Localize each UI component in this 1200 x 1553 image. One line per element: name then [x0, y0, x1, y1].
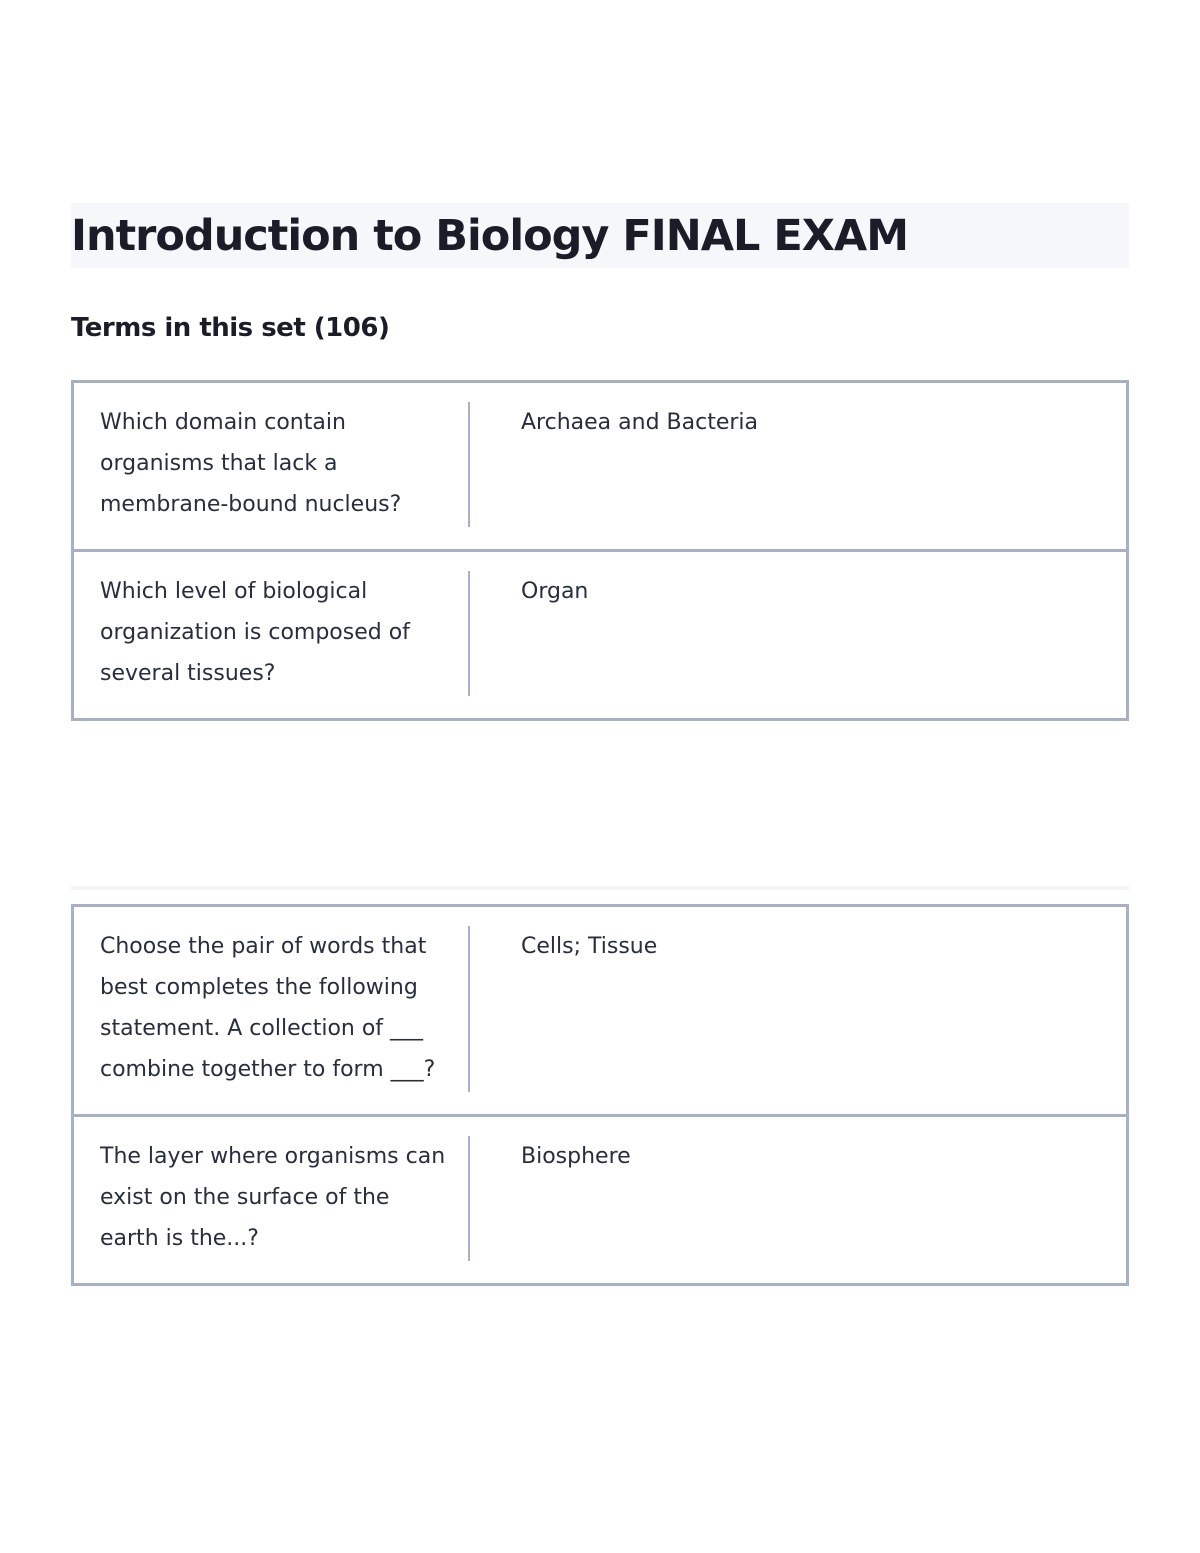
card-group — [71, 380, 1129, 721]
page-divider — [71, 886, 1129, 890]
page-title: Introduction to Biology FINAL EXAM — [71, 211, 909, 261]
card-definition: Biosphere — [521, 1144, 631, 1169]
flashcard[interactable] — [74, 383, 1126, 549]
flashcard[interactable] — [74, 549, 1126, 718]
card-term: Which domain contain organisms that lack a membrane-bound nucleus? — [100, 402, 470, 527]
terms-count-heading: Terms in this set (106) — [71, 313, 390, 343]
card-definition: Organ — [521, 579, 589, 604]
flashcard[interactable] — [74, 907, 1126, 1114]
card-term: The layer where organisms can exist on the surface of the earth is the...? — [100, 1136, 470, 1261]
card-definition: Cells; Tissue — [521, 934, 658, 959]
card-term: Choose the pair of words that best completes the following statement. A collection of ___ combine together to form ___? — [100, 926, 470, 1092]
card-term: Which level of biological organization is composed of several tissues? — [100, 571, 470, 696]
card-definition: Archaea and Bacteria — [521, 410, 758, 435]
flashcard[interactable] — [74, 1114, 1126, 1283]
card-group — [71, 904, 1129, 1286]
